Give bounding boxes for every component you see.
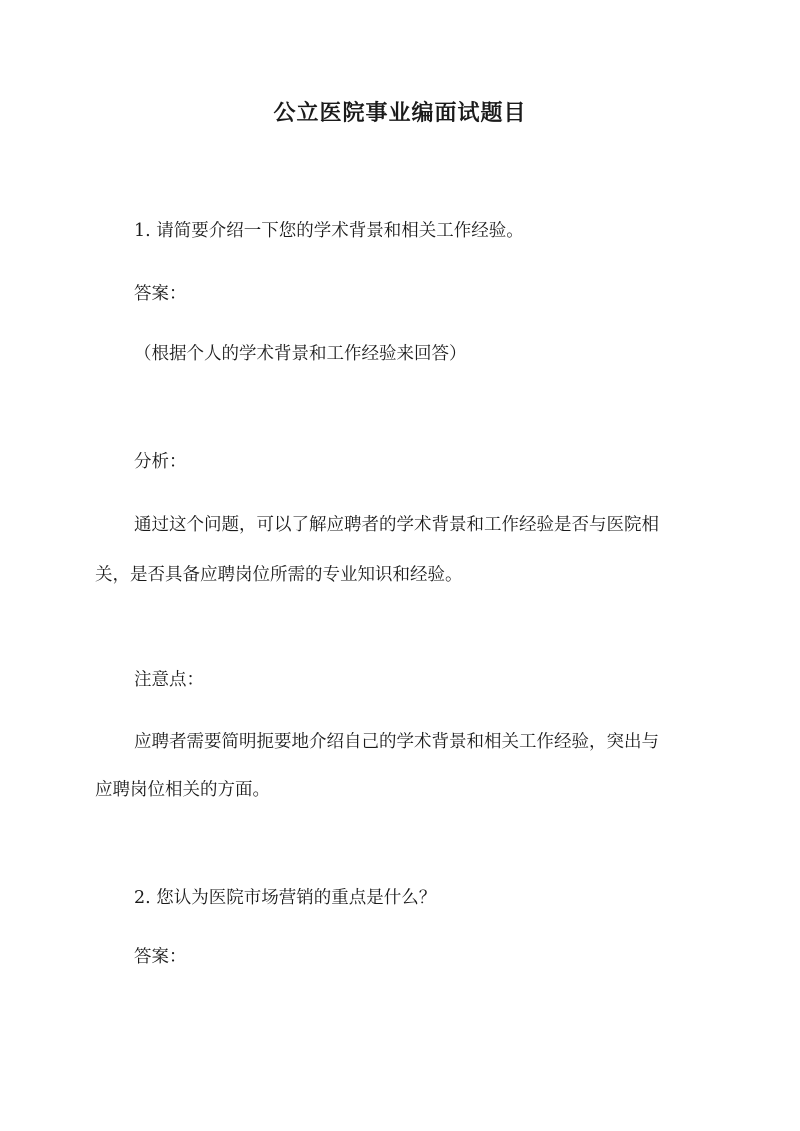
question-2: 2. 您认为医院市场营销的重点是什么？ xyxy=(134,888,437,908)
answer-label-2: 答案： xyxy=(134,947,187,967)
notes-text-line-1: 应聘者需要简明扼要地介绍自己的学术背景和相关工作经验，突出与 xyxy=(134,732,659,752)
document-title: 公立医院事业编面试题目 xyxy=(273,100,527,126)
answer-label-1: 答案： xyxy=(134,284,187,304)
answer-text-1: （根据个人的学术背景和工作经验来回答） xyxy=(134,344,467,364)
notes-label-1: 注意点： xyxy=(134,670,204,690)
analysis-text-line-1: 通过这个问题，可以了解应聘者的学术背景和工作经验是否与医院相 xyxy=(134,515,659,535)
analysis-label-1: 分析： xyxy=(134,452,187,472)
notes-text-line-2: 应聘岗位相关的方面。 xyxy=(95,780,270,800)
question-1: 1. 请简要介绍一下您的学术背景和相关工作经验。 xyxy=(134,221,524,241)
analysis-text-line-2: 关，是否具备应聘岗位所需的专业知识和经验。 xyxy=(95,565,463,585)
